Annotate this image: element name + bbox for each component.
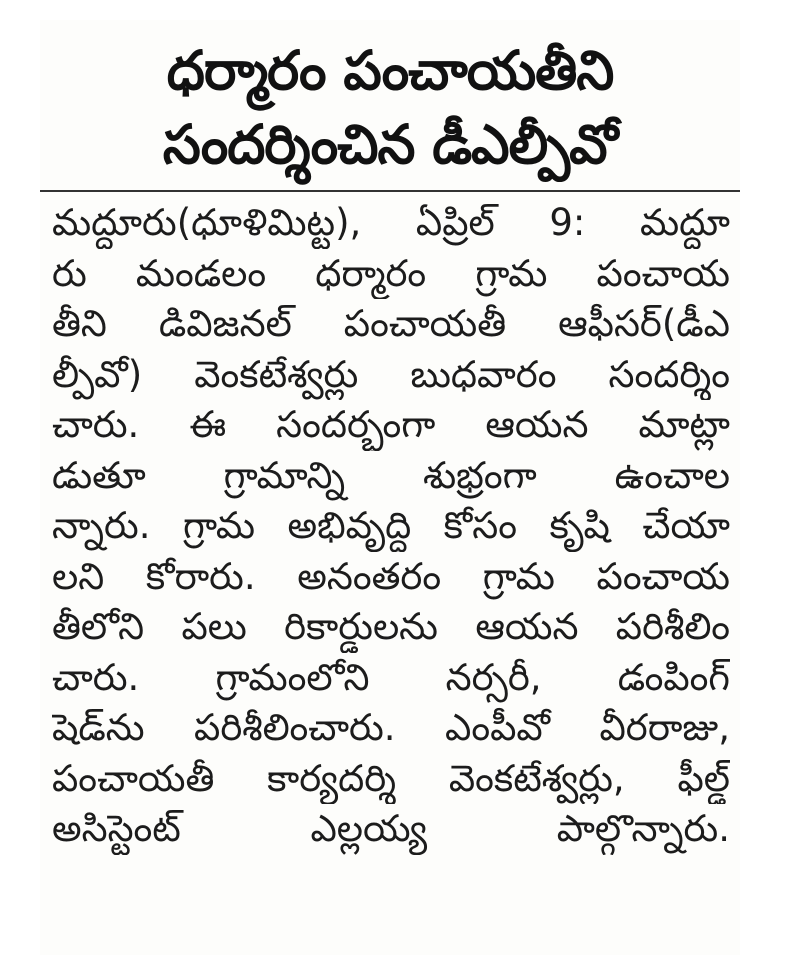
article-line: తీని డివిజనల్ పంచాయతీ ఆఫీసర్(డీఎ <box>52 302 730 345</box>
article-line: మద్దూరు(ధూళిమిట్ట), ఏప్రిల్ 9: మద్దూ <box>52 201 730 244</box>
article-line: ల్పీవో) వెంకటేశ్వర్లు బుధవారం సందర్శిం <box>52 352 730 396</box>
article-line: చారు. ఈ సందర్భంగా ఆయన మాట్లా <box>52 403 730 446</box>
article-line: డుతూ గ్రామాన్ని శుభ్రంగా ఉంచాల <box>52 453 730 497</box>
headline-line-1: ధర్మారం పంచాయతీని <box>166 39 614 102</box>
article-body <box>40 198 740 855</box>
article-line: షెడ్‌ను పరిశీలించారు. ఎంపీవో వీరరాజు, <box>52 706 730 749</box>
news-clipping <box>40 20 740 955</box>
headline-line-2: సందర్శించిన డీఎల్పీవో <box>162 113 618 176</box>
article-line: తీలోని పలు రికార్డులను ఆయన పరిశీలిం <box>52 605 730 648</box>
headline-divider <box>40 190 740 192</box>
article-line: లని కోరారు. అనంతరం గ్రామ పంచాయ <box>52 554 730 598</box>
article-line: అసిస్టెంట్ ఎల్లయ్య పాల్గొన్నారు. <box>52 807 730 850</box>
article-line: చారు. గ్రామంలోని నర్సరీ, డంపింగ్ <box>52 655 730 699</box>
article-line: రు మండలం ధర్మారం గ్రామ పంచాయ <box>52 251 730 295</box>
headline <box>40 20 740 182</box>
article-line: పంచాయతీ కార్యదర్శి వెంకటేశ్వర్లు, ఫీల్డ్ <box>52 756 730 800</box>
article-line: న్నారు. గ్రామ అభివృద్ధి కోసం కృషి చేయా <box>52 504 730 547</box>
